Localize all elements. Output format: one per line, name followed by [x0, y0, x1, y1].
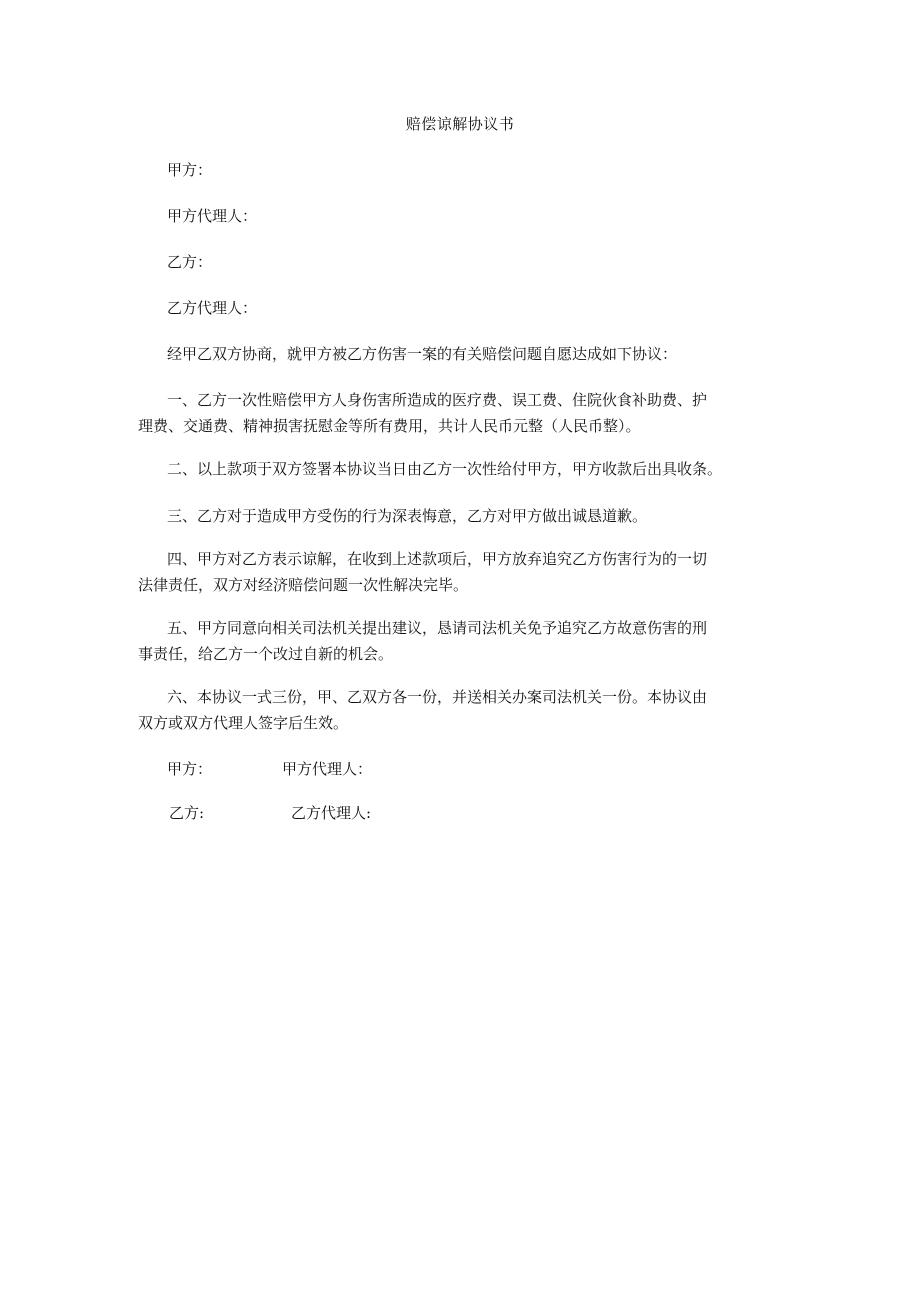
clause-4 — [138, 546, 788, 598]
clause-6-line-1: 六、本协议一式三份，甲、乙双方各一份，并送相关办案司法机关一份。本协议由 — [167, 688, 708, 706]
signature-party-a-agent: 甲方代理人： — [282, 760, 373, 778]
party-a-field: 甲方： — [167, 161, 213, 179]
clause-6 — [138, 684, 788, 736]
clause-2 — [138, 456, 788, 482]
clause-1 — [138, 387, 788, 439]
clause-5-line-2: 事责任，给乙方一个改过自新的机会。 — [138, 645, 394, 663]
signature-party-b: 乙方: — [169, 804, 205, 822]
intro-paragraph: 经甲乙双方协商，就甲方被乙方伤害一案的有关赔偿问题自愿达成如下协议： — [167, 345, 678, 363]
clause-4-line-1: 四、甲方对乙方表示谅解，在收到上述款项后，甲方放弃追究乙方伤害行为的一切 — [167, 550, 708, 568]
signature-party-b-agent: 乙方代理人: — [291, 804, 372, 822]
document-title: 赔偿谅解协议书 — [405, 115, 515, 133]
clause-1-line-1: 一、乙方一次性赔偿甲方人身伤害所造成的医疗费、误工费、住院伙食补助费、护 — [167, 391, 708, 409]
clause-2-line-1: 二、以上款项于双方签署本协议当日由乙方一次性给付甲方，甲方收款后出具收条。 — [167, 460, 723, 478]
signature-party-a: 甲方： — [167, 760, 213, 778]
clause-3 — [138, 503, 788, 529]
party-b-field: 乙方： — [167, 253, 213, 271]
clause-6-line-2: 双方或双方代理人签字后生效。 — [138, 714, 349, 732]
party-b-agent-field: 乙方代理人： — [167, 299, 258, 317]
party-a-agent-field: 甲方代理人： — [167, 207, 258, 225]
clause-5-line-1: 五、甲方同意向相关司法机关提出建议，恳请司法机关免予追究乙方故意伤害的刑 — [167, 619, 708, 637]
clause-3-line-1: 三、乙方对于造成甲方受伤的行为深表悔意，乙方对甲方做出诚恳道歉。 — [167, 507, 648, 525]
clause-1-line-2: 理费、交通费、精神损害抚慰金等所有费用，共计人民币元整（人民币整）。 — [138, 417, 641, 435]
clause-4-line-2: 法律责任，双方对经济赔偿问题一次性解决完毕。 — [138, 576, 469, 594]
clause-5 — [138, 615, 788, 667]
